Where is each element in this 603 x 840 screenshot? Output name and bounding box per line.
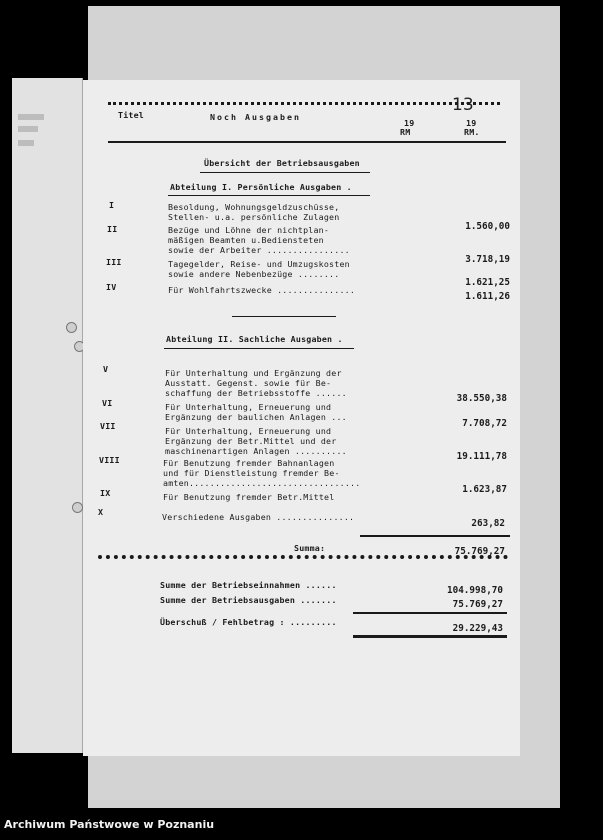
row-text-IV-1: Für Wohlfahrtszwecke ............... (168, 285, 356, 295)
handwritten-page-number: 13 (452, 95, 474, 115)
row-text-III-2: sowie andere Nebenbezüge ........ (168, 269, 340, 279)
header-titel: Titel (118, 110, 144, 120)
row-amount-I: 1.560,00 (465, 221, 510, 232)
row-num-II: II (107, 224, 118, 234)
section-title: Übersicht der Betriebsausgaben (204, 158, 360, 168)
summary-ueberschuss-label: Überschuß / Fehlbetrag : ......... (160, 617, 337, 627)
row-amount-III: 1.621,25 (465, 277, 510, 288)
row-num-V: V (103, 364, 109, 374)
row-text-II-3: sowie der Arbeiter ................ (168, 245, 350, 255)
row-text-VII-3: maschinenartigen Anlagen .......... (165, 446, 347, 456)
row-num-IX: IX (100, 488, 111, 498)
summary-subtotal-rule (353, 612, 507, 614)
summary-einnahmen-label: Summe der Betriebseinnahmen ...... (160, 580, 337, 590)
row-text-I-1: Besoldung, Wohnungsgeldzuschüsse, (168, 202, 340, 212)
summa-label: Summa: (294, 543, 326, 553)
header-top-dotted-rule (108, 102, 500, 105)
row-text-X-1: Verschiedene Ausgaben ............... (162, 512, 355, 522)
abteilung1-heading: Abteilung I. Persönliche Ausgaben . (170, 182, 352, 192)
summa-top-rule (360, 535, 510, 537)
row-amount-V: 38.550,38 (456, 393, 507, 404)
row-amount-VI: 7.708,72 (462, 418, 507, 429)
row-text-VII-1: Für Unterhaltung, Erneuerung und (165, 426, 332, 436)
summary-ueberschuss-amount: 29.229,43 (452, 623, 503, 634)
row-num-III: III (106, 257, 122, 267)
row-text-IX-1: Für Benutzung fremder Betr.Mittel (163, 492, 335, 502)
row-amount-VIII: 1.623,87 (462, 484, 507, 495)
row-num-VIII: VIII (99, 455, 120, 465)
punch-hole-bottom (72, 502, 83, 513)
row-amount-II: 3.718,19 (465, 254, 510, 265)
left-folder-sheet (12, 78, 83, 753)
summary-ausgaben-label: Summe der Betriebsausgaben ....... (160, 595, 337, 605)
header-col1-year: 19 (404, 118, 415, 128)
row-text-VIII-1: Für Benutzung fremder Bahnanlagen (163, 458, 335, 468)
archive-footer: Archiwum Państwowe w Poznaniu (4, 818, 215, 831)
row-text-VI-1: Für Unterhaltung, Erneuerung und (165, 402, 332, 412)
header-col1-unit: RM (400, 127, 411, 137)
summa-dotted-rule (98, 555, 508, 559)
section-title-underline (200, 172, 370, 173)
row-num-VI: VI (102, 398, 113, 408)
row-num-IV: IV (106, 282, 117, 292)
row-text-V-2: Ausstatt. Gegenst. sowie für Be- (165, 378, 332, 388)
header-title: Noch Ausgaben (210, 112, 301, 122)
row-amount-X: 263,82 (471, 518, 505, 529)
row-text-I-2: Stellen- u.a. persönliche Zulagen (168, 212, 340, 222)
header-col2-unit: RM. (464, 127, 480, 137)
row-text-VII-2: Ergänzung der Betr.Mittel und der (165, 436, 337, 446)
punch-hole-top (66, 322, 77, 333)
row-text-V-1: Für Unterhaltung und Ergänzung der (165, 368, 342, 378)
row-text-V-3: schaffung der Betriebsstoffe ...... (165, 388, 347, 398)
header-bottom-rule (108, 141, 506, 143)
summa-amount: 75.769,27 (454, 546, 505, 557)
abteilung2-heading: Abteilung II. Sachliche Ausgaben . (166, 334, 343, 344)
row-num-X: X (98, 507, 104, 517)
summary-final-rule (353, 635, 507, 638)
summary-einnahmen-amount: 104.998,70 (447, 585, 503, 596)
row-text-III-1: Tagegelder, Reise- und Umzugskosten (168, 259, 350, 269)
row-text-II-2: mäßigen Beamten u.Bediensteten (168, 235, 324, 245)
summary-ausgaben-amount: 75.769,27 (452, 599, 503, 610)
abteilung1-underline (168, 195, 370, 196)
row-text-VIII-2: und für Dienstleistung fremder Be- (163, 468, 340, 478)
abteilung-separator (232, 316, 336, 317)
row-num-VII: VII (100, 421, 116, 431)
row-text-II-1: Bezüge und Löhne der nichtplan- (168, 225, 330, 235)
abteilung2-underline (164, 348, 354, 349)
row-amount-VII: 19.111,78 (456, 451, 507, 462)
header-col2-year: 19 (466, 118, 477, 128)
row-num-I: I (109, 200, 115, 210)
row-text-VIII-3: amten................................. (163, 478, 361, 488)
row-amount-IV: 1.611,26 (465, 291, 510, 302)
row-text-VI-2: Ergänzung der baulichen Anlagen ... (165, 412, 347, 422)
